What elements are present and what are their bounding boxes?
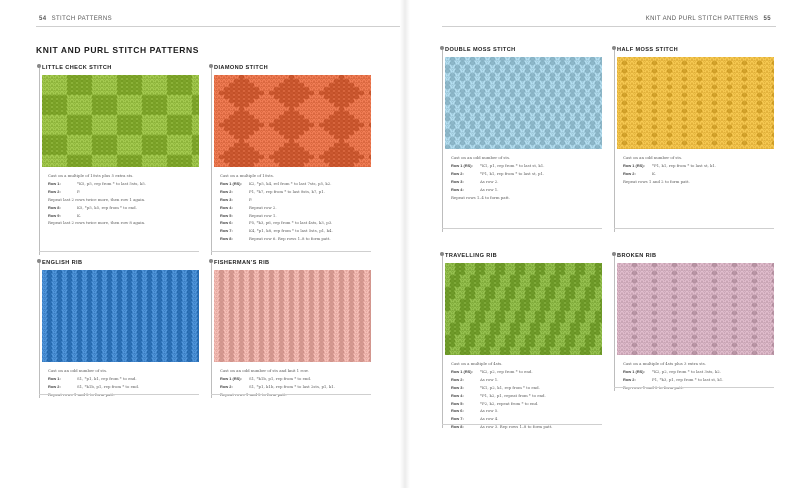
instruction-row [220, 212, 377, 220]
row-label: Row 1 (RS): [220, 180, 242, 186]
row-label: Row 6: [451, 408, 464, 414]
instruction-note: Repeat last 2 rows twice more, then row 8 again. [48, 220, 146, 226]
instruction-row [220, 375, 377, 383]
pattern-instructions [214, 172, 377, 243]
instruction-row [451, 415, 608, 423]
row-instruction: As row 1. [480, 186, 499, 192]
instruction-row [451, 162, 608, 170]
instruction-row [48, 212, 205, 220]
row-instruction: P1, *k3, p1, rep from * to last st, k1. [652, 376, 724, 382]
row-instruction: *K5, p5, rep from * to last 5sts, k5. [77, 180, 146, 186]
instruction-note: Repeat rows 1 and 2 to form patt. [48, 391, 115, 397]
pattern-title: HALF MOSS STITCH [617, 47, 679, 53]
left-header-rule [36, 26, 400, 27]
row-label: Row 6: [220, 220, 233, 226]
pattern-vertical-rule [39, 68, 40, 255]
pattern-bottom-rule [614, 387, 774, 388]
row-label: Row 1: [48, 180, 61, 186]
instruction-note: Cast on an odd number of sts. [623, 155, 683, 160]
instruction-row [451, 376, 608, 384]
pattern-bottom-rule [39, 394, 199, 395]
row-instruction: S1, *k1b, p1, rep from * to end. [249, 375, 312, 381]
instruction-row [451, 368, 608, 376]
row-label: Row 8: [220, 236, 233, 242]
row-label: Row 3: [451, 178, 464, 184]
row-label: Row 2: [48, 188, 61, 194]
row-label: Row 8: [48, 204, 61, 210]
pattern-bottom-rule [614, 228, 774, 229]
pattern-title: BROKEN RIB [617, 253, 657, 259]
instruction-row [220, 180, 377, 188]
right-running-title: KNIT AND PURL STITCH PATTERNS [645, 16, 759, 22]
row-label: Row 2: [623, 376, 636, 382]
instruction-note: Cast on an odd number of sts. [48, 368, 108, 373]
instruction-row [220, 188, 377, 196]
instruction-note: Rep rows 1 and 2 to form patt. [623, 384, 684, 390]
pattern-title: DOUBLE MOSS STITCH [445, 47, 516, 53]
instruction-row [220, 196, 377, 204]
row-instruction: P5, *k3, p6, rep from * to last 4sts, k3, p3. [249, 220, 333, 226]
row-instruction: *P2, k2, repeat from * to end. [480, 400, 539, 406]
pattern-vertical-rule [39, 263, 40, 398]
pattern-card [617, 46, 780, 186]
instruction-note: Repeat last 2 rows twice more, then row 1 again. [48, 196, 146, 202]
instruction-row [623, 376, 780, 384]
instruction-row [451, 392, 608, 400]
row-label: Row 4: [451, 186, 464, 192]
pattern-title: DIAMOND STITCH [214, 65, 269, 71]
pattern-card [617, 252, 780, 392]
row-label: Row 1 (RS): [623, 162, 645, 168]
knit-swatch-image [445, 57, 602, 149]
pattern-vertical-rule [614, 50, 615, 232]
instruction-row [48, 204, 205, 212]
row-instruction: P1, *k7, rep from * to last 8sts, k7, p1. [249, 188, 325, 194]
row-instruction: Repeat row 2. [249, 204, 277, 210]
pattern-instructions [42, 172, 205, 227]
pattern-vertical-rule [442, 50, 443, 232]
pattern-title: FISHERMAN'S RIB [214, 260, 270, 266]
pattern-bottom-rule [211, 251, 371, 252]
instruction-row [451, 170, 608, 178]
row-label: Row 2: [48, 383, 61, 389]
row-instruction: K5, *p5, k5, rep from * to end. [77, 204, 137, 210]
instruction-row [451, 400, 608, 408]
right-header-rule [442, 26, 776, 27]
instruction-note: Cast on an odd number of sts and knit 1 row. [220, 368, 309, 373]
instruction-row [220, 219, 377, 227]
row-label: Row 3: [451, 384, 464, 390]
row-label: Row 2: [623, 170, 636, 176]
pattern-card [445, 252, 608, 431]
knit-swatch-image [214, 270, 371, 362]
row-label: Row 2: [220, 383, 233, 389]
row-label: Row 9: [48, 212, 61, 218]
row-instruction: As row 5. [480, 408, 499, 414]
pattern-bottom-rule [442, 424, 602, 425]
instruction-note: Cast on a multiple of 4sts plus 3 extra sts. [623, 361, 706, 366]
right-running-head [646, 16, 774, 22]
row-instruction: *K2, p2, rep from * to last 3sts, k2. [652, 368, 721, 374]
row-label: Row 2: [220, 188, 233, 194]
row-label: Row 1: [48, 375, 61, 381]
row-label: Row 1 (RS): [220, 375, 242, 381]
row-label: Row 4: [220, 204, 233, 210]
pattern-card [445, 46, 608, 201]
row-instruction: As row 2. [480, 178, 499, 184]
pattern-instructions [617, 154, 780, 186]
instruction-row [48, 375, 205, 383]
pattern-title: ENGLISH RIB [42, 260, 83, 266]
pattern-card [42, 259, 205, 399]
pattern-bottom-rule [39, 251, 199, 252]
row-label: Row 2: [451, 170, 464, 176]
row-instruction: P. [249, 196, 253, 202]
row-instruction: *P1, k2, p1, repeat from * to end. [480, 392, 546, 398]
instruction-row [451, 178, 608, 186]
row-instruction: Repeat row 6. Rep rows 1–8 to form patt. [249, 236, 331, 242]
row-label: Row 3: [220, 196, 233, 202]
row-instruction: S1, *k1b, p1, rep from * to end. [77, 383, 140, 389]
row-instruction: Repeat row 1. [249, 212, 277, 218]
pattern-title: LITTLE CHECK STITCH [42, 65, 112, 71]
instruction-note: Cast on a multiple of 10sts plus 5 extra sts. [48, 173, 134, 178]
instruction-row [451, 384, 608, 392]
instruction-row [451, 186, 608, 194]
instruction-note: Repeat rows 1 and 2 to form patt. [220, 391, 287, 397]
instruction-row [623, 162, 780, 170]
instruction-note: Repeat rows 1 and 2 to form patt. [623, 178, 690, 184]
row-label: Row 7: [220, 228, 233, 234]
pattern-title: TRAVELLING RIB [445, 253, 498, 259]
pattern-vertical-rule [614, 256, 615, 391]
pattern-card [214, 64, 377, 243]
row-instruction: As row 4. [480, 416, 499, 422]
row-label: Row 1 (RS): [451, 162, 473, 168]
row-instruction: P. [77, 188, 81, 194]
instruction-row [623, 368, 780, 376]
row-label: Row 5: [451, 400, 464, 406]
row-instruction: As row 1. [480, 376, 499, 382]
row-instruction: S1, *p1, k1b, rep from * to last 2sts, p1, k1. [249, 383, 335, 389]
instruction-row [623, 170, 780, 178]
pattern-instructions [445, 360, 608, 431]
pattern-instructions [445, 154, 608, 201]
pattern-card [42, 64, 205, 227]
row-label: Row 2: [451, 376, 464, 382]
knit-swatch-image [42, 270, 199, 362]
pattern-vertical-rule [211, 263, 212, 398]
row-label: Row 1 (RS): [451, 368, 473, 374]
row-instruction: K2, *p5, k4, rel from * to last 7sts, p5, k2. [249, 180, 332, 186]
row-label: Row 1 (RS): [623, 368, 645, 374]
row-instruction: *K2, p2, rep from * to end. [480, 368, 533, 374]
instruction-row [220, 227, 377, 235]
pattern-bottom-rule [442, 228, 602, 229]
row-label: Row 5: [220, 212, 233, 218]
pattern-vertical-rule [211, 68, 212, 255]
instruction-note: Cast on a multiple of 10sts. [220, 173, 275, 178]
row-label: Row 8: [451, 424, 464, 430]
section-title: KNIT AND PURL STITCH PATTERNS [36, 45, 199, 55]
row-instruction: K4, *p1, k8, rep from * to last 5sts, p1, k4. [249, 228, 333, 234]
row-label: Row 7: [451, 416, 464, 422]
left-page-number: 54 [39, 16, 47, 22]
instruction-note: Repeat rows 1–4 to form patt. [451, 194, 510, 200]
knit-swatch-image [445, 263, 602, 355]
pattern-vertical-rule [442, 256, 443, 428]
left-running-head [36, 16, 112, 22]
right-page-number: 55 [763, 16, 771, 22]
instruction-row [220, 235, 377, 243]
instruction-row [220, 204, 377, 212]
knit-swatch-image [617, 263, 774, 355]
row-instruction: As row 3. Rep rows 1–8 to form patt. [480, 424, 553, 430]
instruction-note: Cast on a multiple of 4sts. [451, 361, 503, 366]
instruction-row [220, 383, 377, 391]
row-instruction: *K1, p2, k1, rep from * to end. [480, 384, 540, 390]
instruction-row [48, 188, 205, 196]
knit-swatch-image [42, 75, 199, 167]
row-instruction: *P1, k1, rep from * to last st, p1. [480, 170, 545, 176]
instruction-note: Cast on an odd number of sts. [451, 155, 511, 160]
row-instruction: S1, *p1, k1, rep from * to end. [77, 375, 137, 381]
row-instruction: *P1, k1, rep from * to last st, k1. [652, 162, 717, 168]
instruction-row [451, 407, 608, 415]
knit-swatch-image [617, 57, 774, 149]
row-instruction: *K1, p1, rep from * to last st, k1. [480, 162, 545, 168]
row-label: Row 4: [451, 392, 464, 398]
book-gutter [400, 0, 410, 488]
row-instruction: K. [652, 170, 657, 176]
pattern-card [214, 259, 377, 399]
left-running-title: STITCH PATTERNS [51, 16, 113, 22]
instruction-row [48, 383, 205, 391]
instruction-row [48, 180, 205, 188]
knit-swatch-image [214, 75, 371, 167]
pattern-bottom-rule [211, 394, 371, 395]
row-instruction: K. [77, 212, 82, 218]
